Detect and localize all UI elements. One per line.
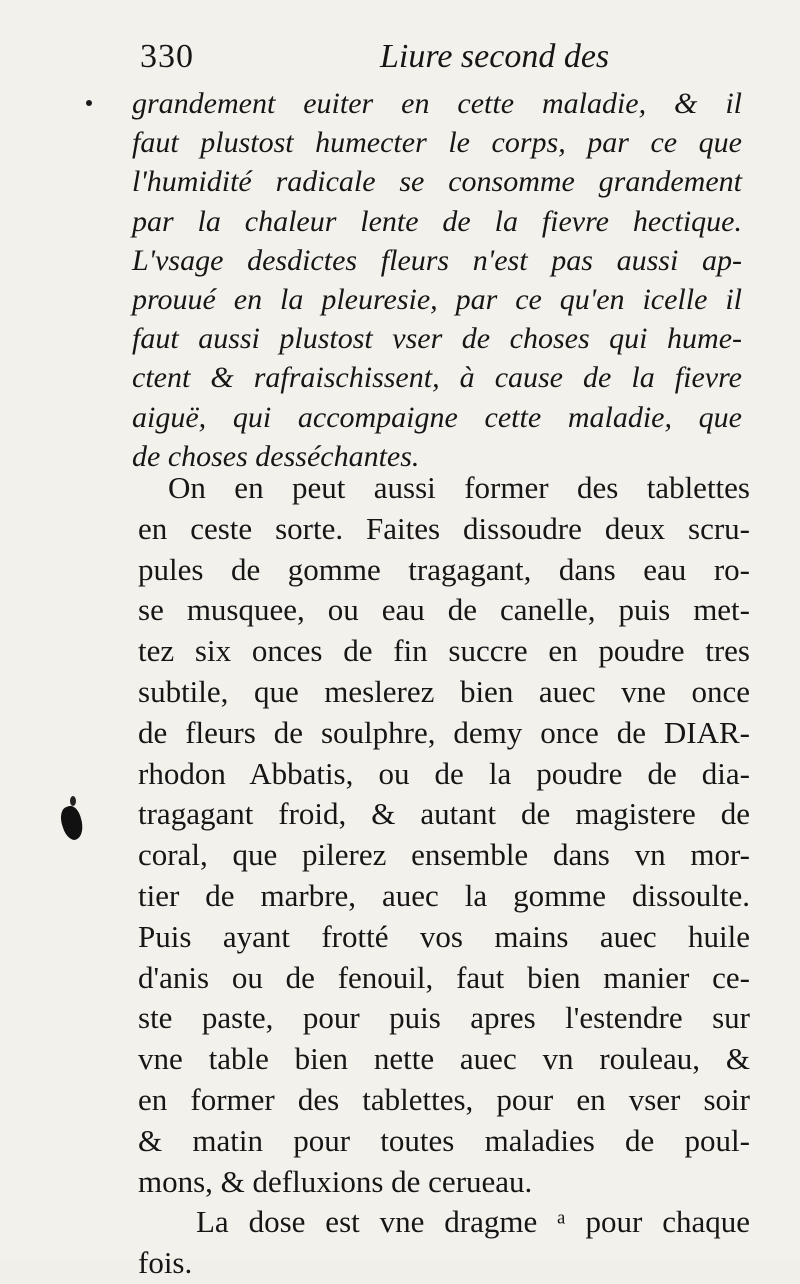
- text-line: fois.: [138, 1245, 193, 1281]
- ink-blot-small: [70, 796, 76, 806]
- text-line: mons, & defluxions de cerueau.: [138, 1163, 533, 1199]
- text-line: On en peut aussi former des tablettes: [168, 470, 750, 505]
- text-line: d'anis ou de fenouil, faut bien manier ce-: [138, 959, 750, 995]
- roman-paragraphs: [138, 468, 750, 1284]
- text-line: par la chaleur lente de la fievre hectique.: [132, 204, 742, 238]
- text-line: tez six onces de fin succre en poudre tres: [138, 633, 750, 669]
- page-number: 330: [140, 38, 194, 75]
- text-line: tragagant froid, & autant de magistere de: [138, 796, 750, 832]
- text-line: prouué en la pleuresie, par ce qu'en icelle il: [132, 282, 742, 316]
- running-head: Liure second des: [380, 38, 610, 75]
- text-line: faut aussi plustost vser de choses qui hume-: [132, 322, 742, 356]
- text-line: L'vsage desdictes fleurs n'est pas aussi ap-: [132, 243, 742, 277]
- text-line: La dose est vne dragme ᵃ pour chaque: [196, 1204, 750, 1240]
- text-line: tier de marbre, auec la gomme dissoulte.: [138, 877, 750, 913]
- text-line: de fleurs de soulphre, demy once de DIAR-: [138, 714, 750, 750]
- text-line: coral, que pilerez ensemble dans vn mor-: [138, 837, 750, 873]
- text-line: rhodon Abbatis, ou de la poudre de dia-: [138, 755, 750, 791]
- italic-paragraph: [132, 84, 742, 476]
- text-line: de choses desséchantes.: [132, 439, 420, 473]
- text-line: en former des tablettes, pour en vser soir: [138, 1081, 750, 1117]
- text-line: vne table bien nette auec vn rouleau, &: [138, 1041, 750, 1077]
- text-line: aiguë, qui accompaigne cette maladie, que: [132, 400, 742, 434]
- ink-blot: [57, 804, 87, 843]
- margin-mark: [86, 100, 92, 106]
- text-line: faut plustost humecter le corps, par ce que: [132, 126, 742, 160]
- text-line: se musquee, ou eau de canelle, puis met-: [138, 592, 750, 628]
- text-line: ste paste, pour puis apres l'estendre sur: [138, 1000, 750, 1036]
- text-line: pules de gomme tragagant, dans eau ro-: [138, 551, 750, 587]
- text-line: en ceste sorte. Faites dissoudre deux scru-: [138, 510, 750, 546]
- text-line: grandement euiter en cette maladie, & il: [132, 87, 742, 120]
- text-line: l'humidité radicale se consomme grandement: [132, 165, 742, 199]
- text-line: & matin pour toutes maladies de poul-: [138, 1122, 750, 1158]
- text-line: subtile, que meslerez bien auec vne once: [138, 673, 750, 709]
- text-line: ctent & rafraischissent, à cause de la fievre: [132, 361, 742, 395]
- text-line: Puis ayant frotté vos mains auec huile: [138, 918, 750, 954]
